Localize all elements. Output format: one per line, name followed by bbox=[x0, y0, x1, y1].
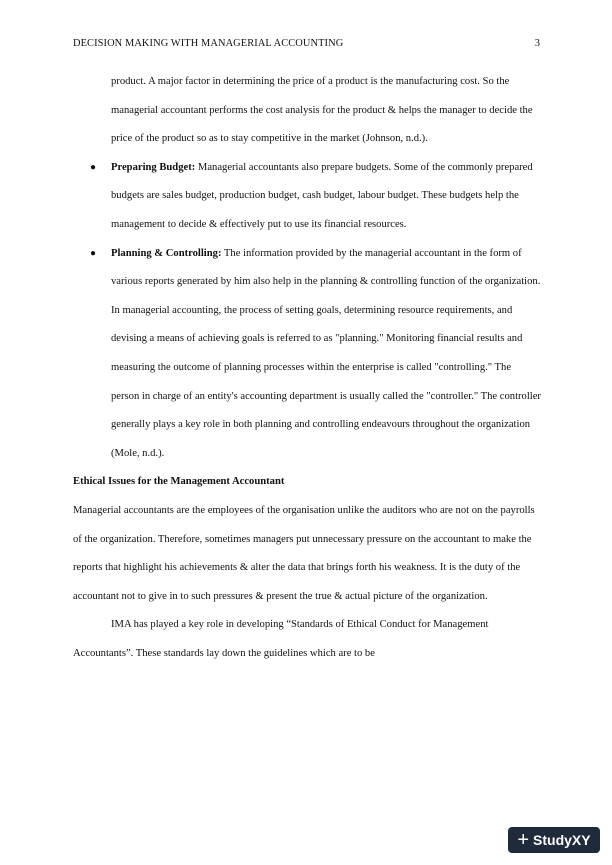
bullet-item-preparing-budget bbox=[73, 154, 541, 240]
bullet-title: Planning & Controlling: bbox=[111, 247, 222, 259]
bullet-title: Preparing Budget: bbox=[111, 161, 196, 173]
paragraph: IMA has played a key role in developing “Standards of Ethical Conduct for Management Accountants”. These standards lay down the guidelines which are to be bbox=[73, 619, 489, 659]
bullet-icon: ● bbox=[90, 247, 97, 259]
page-number: 3 bbox=[534, 38, 540, 49]
bullet-icon: ● bbox=[90, 161, 97, 173]
section-heading: Ethical Issues for the Management Accountant bbox=[73, 476, 285, 488]
intro-continuation: product. A major factor in determining the price of a product is the manufacturing cost. So the managerial accountant performs the cost analysis for the product & helps the manager to decide the price of the product so as to stay competitive in the market (Johnson, n.d.). bbox=[111, 76, 533, 145]
bullet-item-planning-controlling bbox=[73, 240, 541, 469]
running-head: DECISION MAKING WITH MANAGERIAL ACCOUNTING bbox=[73, 38, 344, 49]
logo-text: StudyXY bbox=[533, 832, 591, 848]
bullet-list bbox=[73, 154, 541, 469]
plus-icon: + bbox=[517, 829, 530, 851]
bullet-text: Managerial accountants also prepare budgets. Some of the commonly prepared budgets are sales budget, production budget, cash budget, labour budget. These budgets help the management to decide & effectively put to use its financial resources. bbox=[111, 161, 533, 230]
studyxy-logo[interactable] bbox=[508, 827, 600, 853]
paragraph: Managerial accountants are the employees of the organisation unlike the auditors who are not on the payrolls of the organization. Therefore, sometimes managers put unnecessary pressure on the accountant to make the reports that highlight his achievements & alter the data that brings forth his weakness. It is the duty of the accountant not to give in to such pressures & present the true & actual picture of the organization. bbox=[73, 504, 535, 602]
bullet-text: The information provided by the managerial accountant in the form of various reports generated by him also help in the planning & controlling function of the organization. In managerial accounting, the process of setting goals, determining resource requirements, and devising a means of achieving goals is referred to as "planning." Monitoring financial results and measuring the outcome of planning processes within the enterprise is called "controlling." The person in charge of an entity's accounting department is usually called the "controller." The controller generally plays a key role in both planning and controlling endeavours throughout the organization (Mole, n.d.). bbox=[111, 247, 541, 459]
body-text bbox=[73, 68, 541, 668]
